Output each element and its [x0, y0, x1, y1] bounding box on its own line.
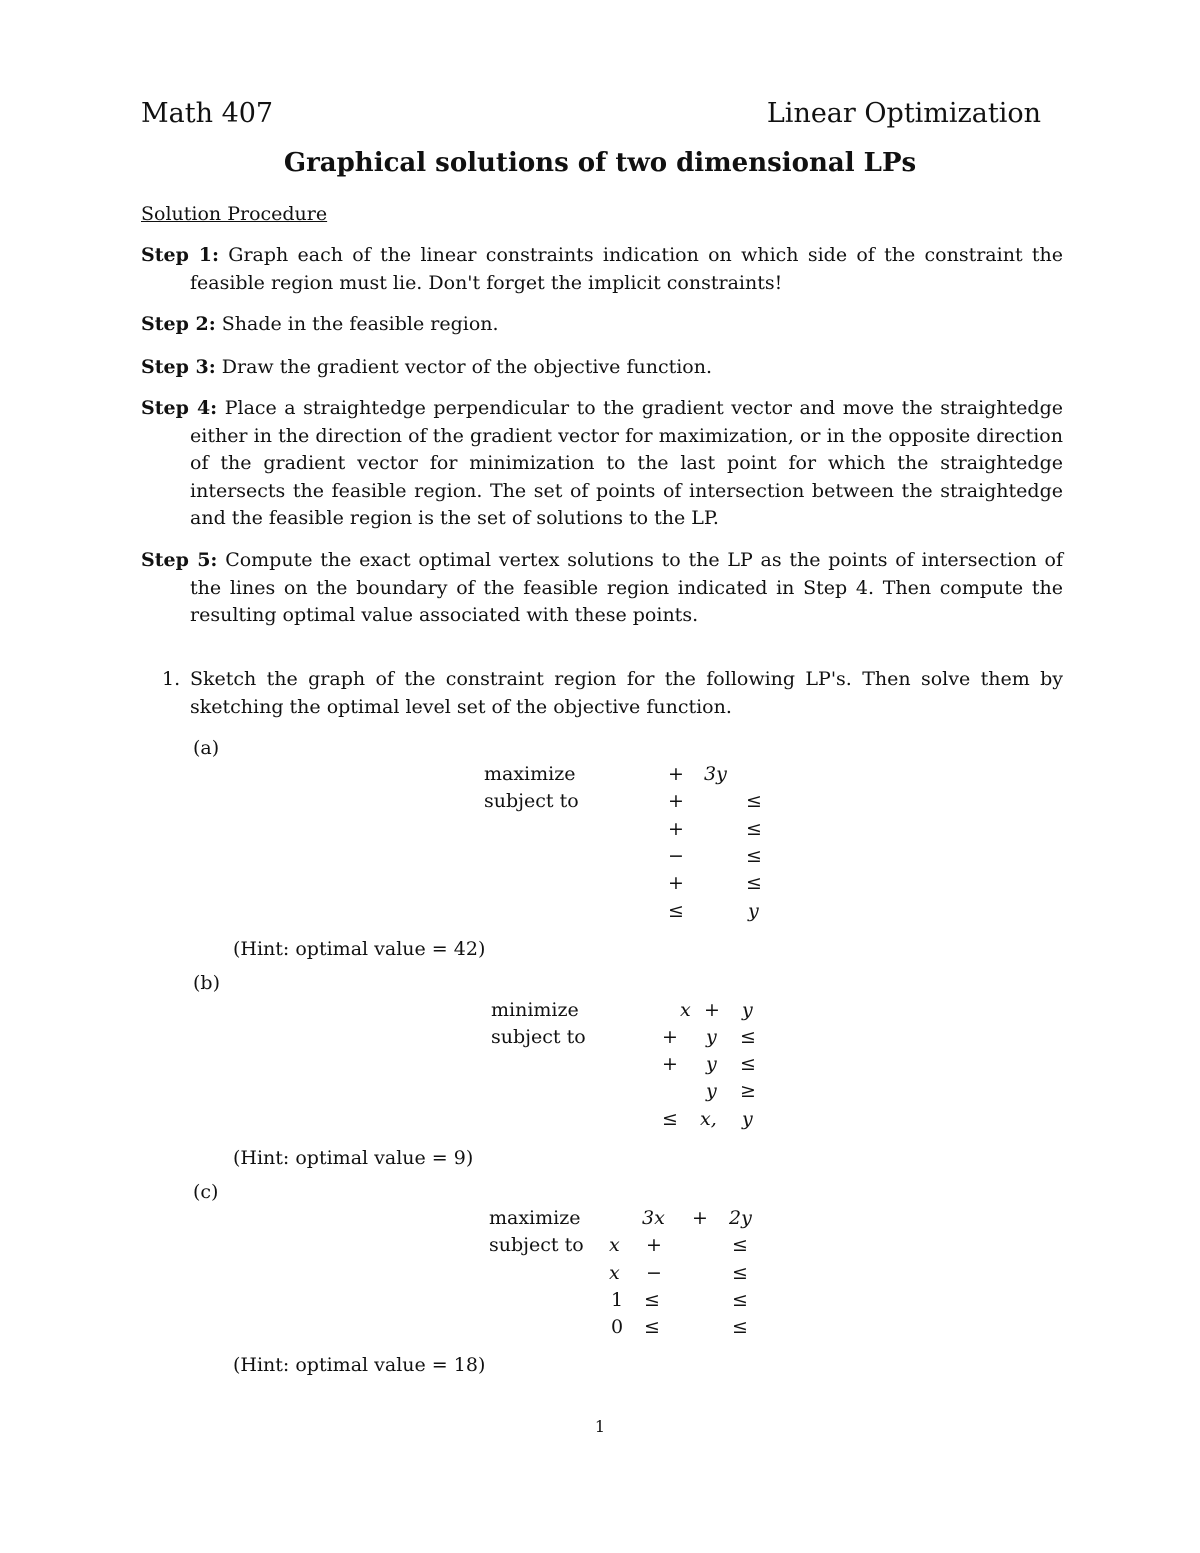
lp-rel: ≤ [740, 1053, 756, 1075]
lp-rel: ≤ [662, 1108, 678, 1130]
step-2 [141, 311, 1063, 339]
step-text: Compute the exact optimal vertex solutions to the LP as the points of intersection of the lines on the boundary of the feasible region indicated in Step 4. Then compute the resulting optimal value associated with these points. [190, 549, 1063, 626]
hint-b: (Hint: optimal value = 9) [233, 1147, 474, 1169]
lp-term: 1 [611, 1289, 624, 1311]
step-text: Place a straightedge perpendicular to the gradient vector and move the straightedge either in the direction of the gradient vector for maximization, or in the opposite direction of the gradient vector for minimization to the last point for which the straightedge intersects the feasible region. The set of points of intersection between the straightedge and the feasible region is the set of solutions to the LP. [190, 397, 1063, 529]
lp-rel: ≤ [644, 1316, 660, 1338]
lp-term: y [706, 1080, 717, 1102]
lp-rel: ≤ [668, 900, 684, 922]
step-label: Step 2: [141, 313, 216, 335]
lp-rel: ≤ [732, 1316, 748, 1338]
lp-rel: ≤ [746, 790, 762, 812]
step-label: Step 5: [141, 549, 218, 571]
objective-word: minimize [491, 999, 579, 1021]
objective-word: maximize [484, 763, 576, 785]
lp-rel: ≤ [746, 872, 762, 894]
lp-op: + [662, 1026, 678, 1048]
lp-term: y [742, 999, 753, 1021]
lp-term: x [609, 1234, 620, 1256]
lp-term: x, [700, 1108, 717, 1130]
lp-rel: ≤ [746, 818, 762, 840]
lp-rel: ≥ [740, 1080, 756, 1102]
lp-term: 2y [729, 1207, 752, 1229]
lp-op: − [668, 845, 684, 867]
hint-a: (Hint: optimal value = 42) [233, 938, 486, 960]
lp-op: + [668, 818, 684, 840]
step-4 [141, 395, 1063, 533]
lp-op: + [692, 1207, 708, 1229]
constraint-word: subject to [491, 1026, 586, 1048]
part-c-label: (c) [193, 1181, 219, 1203]
lp-rel: ≤ [746, 845, 762, 867]
part-a-label: (a) [193, 737, 220, 759]
procedure-heading: Solution Procedure [141, 203, 328, 225]
lp-op: + [646, 1234, 662, 1256]
lp-rel: ≤ [732, 1234, 748, 1256]
step-3 [141, 354, 1063, 382]
step-label: Step 3: [141, 356, 216, 378]
lp-rel: ≤ [732, 1262, 748, 1284]
lp-term: x [680, 999, 691, 1021]
step-1 [141, 242, 1063, 297]
lp-term: 3x [642, 1207, 665, 1229]
problem-number: 1. [162, 668, 181, 690]
lp-op: + [668, 872, 684, 894]
step-5 [141, 547, 1063, 630]
lp-term: 3y [704, 763, 727, 785]
step-text: Shade in the feasible region. [221, 313, 499, 335]
step-text: Draw the gradient vector of the objective function. [221, 356, 713, 378]
lp-rel: ≤ [740, 1026, 756, 1048]
step-text: Graph each of the linear constraints indication on which side of the constraint the feasible region must lie. Don't forget the implicit constraints! [190, 244, 1063, 294]
lp-op: + [668, 763, 684, 785]
page-title: Graphical solutions of two dimensional LPs [283, 148, 917, 178]
lp-op: + [668, 790, 684, 812]
constraint-word: subject to [489, 1234, 584, 1256]
course-topic: Linear Optimization [766, 98, 1041, 129]
page-number: 1 [594, 1417, 606, 1436]
lp-term: 0 [611, 1316, 624, 1338]
step-label: Step 1: [141, 244, 219, 266]
problem-text: Sketch the graph of the constraint region for the following LP's. Then solve them by sketching the optimal level set of the objective function. [190, 668, 1063, 718]
lp-op: − [646, 1262, 662, 1284]
course-name: Math 407 [141, 98, 274, 129]
lp-term: y [706, 1053, 717, 1075]
lp-term: y [742, 1108, 753, 1130]
part-b-label: (b) [193, 972, 220, 994]
lp-op: + [704, 999, 720, 1021]
constraint-word: subject to [484, 790, 579, 812]
lp-rel: ≤ [644, 1289, 660, 1311]
lp-term: y [748, 900, 759, 922]
lp-rel: ≤ [732, 1289, 748, 1311]
lp-term: x [609, 1262, 620, 1284]
step-label: Step 4: [141, 397, 218, 419]
hint-c: (Hint: optimal value = 18) [233, 1354, 486, 1376]
lp-op: + [662, 1053, 678, 1075]
objective-word: maximize [489, 1207, 581, 1229]
lp-term: y [706, 1026, 717, 1048]
